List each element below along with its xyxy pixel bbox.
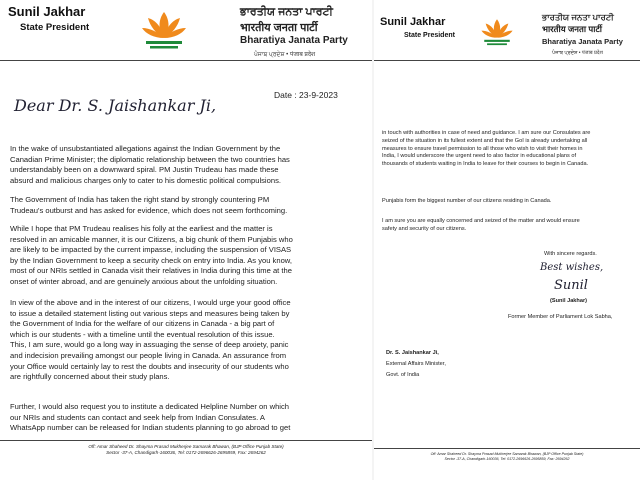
text-line: by the Indian Government to keep a security check on entry into India. As you know,: [10, 255, 292, 265]
text-line: safety and security of our citizens.: [382, 225, 467, 232]
text-line: Trudeau's outburst and has asked for evidence, which does not seem forthcoming.: [10, 205, 288, 215]
footer-rule: [0, 440, 372, 441]
paragraph-2: [10, 195, 364, 216]
signature: Sunil: [554, 278, 588, 293]
footer-line: Sector -37-A, Chandigarh-160036, Tel: 0172-2696626-2695859, Fax: 2694262: [106, 450, 266, 455]
paragraph-2: [382, 198, 636, 206]
text-line: your Office would certainly lay to rest the doubts and insecurity of our students who: [10, 361, 289, 371]
text-line: measures to ensure travel permission to all those who wish to visit their homes in: [382, 145, 583, 152]
text-line: which is our students - with a timeline until the eventual resolution of this issue.: [10, 329, 275, 339]
sender-role: State President: [404, 32, 455, 39]
text-line: are rightfully concerned about their study plans.: [10, 372, 170, 382]
paragraph-4: [10, 298, 364, 383]
text-line: The Government of India has taken the right stand by strongly countering PM: [10, 195, 270, 204]
text-line: absurd and malicious charges only to cater to his domestic political compulsions.: [10, 175, 281, 185]
text-line: our NRIs and students can contact and seek help from Indian Consulates. A: [10, 412, 265, 422]
text-line: WhatsApp number can be released for Indian students planning to go abroad to get: [10, 423, 291, 433]
footer-address: [374, 452, 640, 462]
text-line: thousands of students waiting in India to leave for their courses to begin in Canada.: [382, 161, 589, 168]
footer-rule: [374, 448, 640, 449]
text-line: In the wake of unsubstantiated allegations against the Indian Government by the: [10, 144, 281, 153]
recipient-line: Govt. of India: [386, 372, 420, 378]
text-line: onset of winter abroad, and are genuinely anxious about the unfolding situation.: [10, 276, 278, 286]
text-line: In view of the above and in the interest of our citizens, I would urge your good office: [10, 298, 291, 307]
paragraph-3: [382, 218, 636, 234]
text-line: This, I am sure, would go a long way in assuaging the sense of deep anxiety, panic: [10, 340, 289, 350]
footer-line: Off: Amar Shaheed Dr. Shayma Prasad Mukherjee Samarak Bhawan, (BJP Office Punjab State): [88, 444, 284, 449]
footer-line: Sector -37-A, Chandigarh-160036, Tel: 0172-2696626-2695859, Fax: 2694262: [444, 457, 570, 461]
text-line: understandably been on a downward spiral. PM Justin Trudeau has made these: [10, 165, 279, 175]
sender-role: State President: [20, 22, 90, 33]
text-line: seized of the situation in its fullest extent and that the GoI is already undertaking all: [382, 137, 588, 144]
recipient-line: Dr. S. Jaishankar Ji,: [386, 350, 439, 356]
text-line: resolved in an amicable manner, it is our Citizens, a big chunk of them Punjabis who: [10, 234, 293, 244]
text-line: to issue a detailed statement listing out various steps and measures being taken by: [10, 308, 290, 318]
footer-address: [0, 444, 372, 456]
paragraph-1: [10, 144, 364, 186]
text-line: While I hope that PM Trudeau realises his folly at the earliest and the matter is: [10, 224, 273, 233]
recipient-block: [386, 348, 446, 381]
text-line: in touch with authorities in case of need and guidance. I am sure our Consulates are: [382, 130, 591, 136]
footer-line: Off: Amar Shaheed Dr. Shayma Prasad Mukherjee Samarak Bhawan, (BJP Office Punjab State): [430, 452, 584, 456]
letter-page-2: [374, 0, 640, 480]
signatory-designation: Former Member of Parliament Lok Sabha,: [508, 314, 613, 320]
paragraph-3: [10, 224, 364, 288]
org-name-english: Bharatiya Janata Party: [240, 35, 348, 46]
org-name-punjabi: ਭਾਰਤੀਯ ਜਨਤਾ ਪਾਰਟੀ: [542, 12, 614, 22]
text-line: I am sure you are equally concerned and seized of the matter and would ensure: [382, 218, 580, 224]
text-line: are likely to be impacted by the current impasse, including the suspension of VISAS: [10, 245, 292, 255]
signatory-name: (Sunil Jakhar): [550, 298, 587, 304]
text-line: most of our NRIs settled in Canada visit their relatives in India during this time at the: [10, 266, 292, 276]
paragraph-1: [382, 130, 636, 169]
closing: With sincere regards.: [544, 251, 597, 257]
header-rule: [374, 60, 640, 61]
text-line: Punjabis form the biggest number of our citizens residing in Canada.: [382, 198, 552, 204]
handwritten-regards: Best wishes,: [540, 262, 604, 273]
header-rule: [0, 60, 372, 61]
org-name-hindi: भारतीय जनता पार्टी: [542, 24, 602, 34]
paragraph-5: [10, 402, 364, 434]
text-line: Canadian Prime Minister; the diplomatic relationship between the two countries has: [10, 154, 290, 164]
bjp-lotus-logo: [480, 16, 514, 48]
recipient-line: External Affairs Minister,: [386, 361, 446, 367]
letter-date: Date : 23-9-2023: [274, 90, 338, 100]
org-subtitle: ਪੰਜਾਬ ਪ੍ਰਦੇਸ਼ • पंजाब प्रदेश: [552, 50, 603, 56]
sender-name: Sunil Jakhar: [8, 4, 86, 19]
org-name-punjabi: ਭਾਰਤੀਯ ਜਨਤਾ ਪਾਰਟੀ: [240, 6, 333, 18]
text-line: the Government of India for the welfare of our citizens in Canada - a big part of: [10, 319, 275, 329]
org-name-hindi: भारतीय जनता पार्टी: [240, 22, 318, 34]
org-subtitle: ਪੰਜਾਬ ਪ੍ਰਦੇਸ਼ • पंजाब प्रदेश: [254, 52, 316, 58]
salutation: Dear Dr. S. Jaishankar Ji,: [14, 96, 217, 115]
text-line: and indecision prevailing amongst our people living in Canada. An assurance from: [10, 350, 287, 360]
bjp-lotus-logo: [140, 8, 188, 52]
sender-name: Sunil Jakhar: [380, 16, 446, 28]
text-line: India, I would underscore the urgent need to also factor in educational plans of: [382, 153, 577, 160]
org-name-english: Bharatiya Janata Party: [542, 37, 623, 46]
text-line: Further, I would also request you to institute a dedicated Helpline Number on which: [10, 402, 290, 411]
